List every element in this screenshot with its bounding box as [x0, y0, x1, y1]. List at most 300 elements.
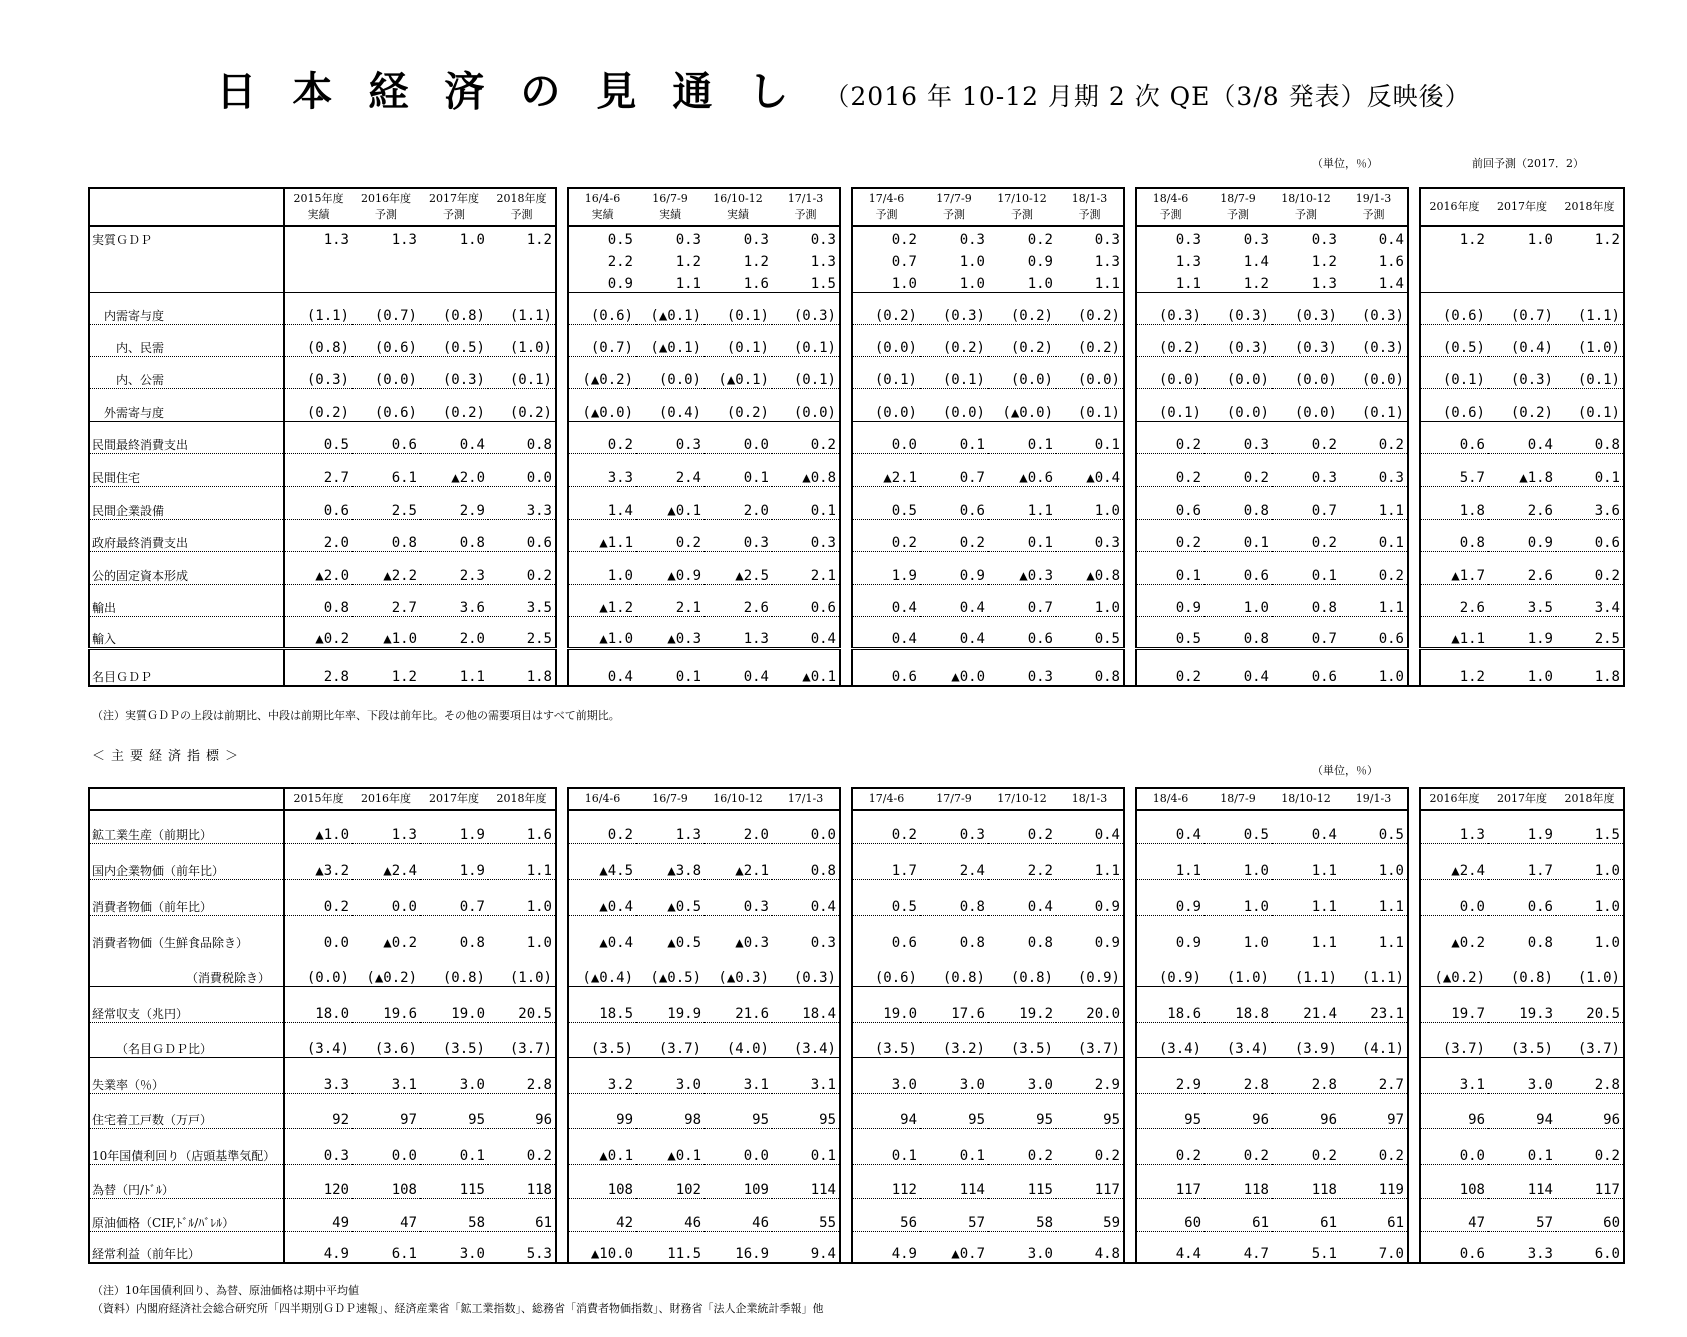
group-gap: [1408, 1198, 1420, 1231]
table-cell: 2.7: [1340, 1057, 1408, 1093]
table-cell: (0.0): [352, 356, 420, 388]
table-cell: 0.3: [1056, 226, 1124, 248]
group-gap: [556, 1231, 568, 1263]
table-cell: (0.2): [1136, 324, 1204, 356]
table-cell: (0.8): [420, 951, 488, 986]
table-row: [89, 915, 1624, 951]
group-gap: [1408, 648, 1420, 686]
table-cell: (0.4): [1488, 324, 1556, 356]
row-label: 輸入: [89, 616, 284, 648]
column-header: 17/10-12 予測: [988, 188, 1056, 226]
table-cell: ▲0.8: [1056, 551, 1124, 584]
table-cell: 94: [852, 1093, 920, 1128]
table-cell: 1.9: [1488, 810, 1556, 843]
group-gap: [840, 188, 852, 226]
table-row: [89, 1198, 1624, 1231]
group-gap: [840, 616, 852, 648]
table-cell: (▲0.0): [568, 388, 636, 421]
table-cell: 20.0: [1056, 986, 1124, 1022]
table-cell: ▲0.0: [920, 648, 988, 686]
table-cell: ▲1.8: [1488, 453, 1556, 486]
table-cell: (0.3): [1272, 324, 1340, 356]
table-cell: 1.2: [1556, 226, 1624, 248]
table-cell: ▲1.1: [1420, 616, 1488, 648]
table-cell: (▲0.0): [988, 388, 1056, 421]
table-cell: (0.6): [852, 951, 920, 986]
table-cell: 5.1: [1272, 1231, 1340, 1263]
table-row: [89, 453, 1624, 486]
group-gap: [1124, 915, 1136, 951]
table-cell: 0.0: [1420, 1128, 1488, 1164]
table-cell: 0.0: [488, 453, 556, 486]
table-cell: ▲0.3: [636, 616, 704, 648]
column-header: 16/10-12: [704, 788, 772, 810]
table-cell: (3.6): [352, 1022, 420, 1057]
header-label-cell: [89, 788, 284, 810]
column-header: 18/10-12: [1272, 788, 1340, 810]
table-cell: 0.7: [1272, 616, 1340, 648]
table-cell: 1.8: [488, 648, 556, 686]
table-cell: (0.1): [772, 356, 840, 388]
table-cell: 4.4: [1136, 1231, 1204, 1263]
table-cell: 2.9: [1056, 1057, 1124, 1093]
table-cell: 0.1: [988, 421, 1056, 453]
group-gap: [840, 648, 852, 686]
table-cell: 2.8: [488, 1057, 556, 1093]
table-cell: (0.1): [704, 324, 772, 356]
table-cell: 0.6: [1488, 879, 1556, 915]
table-cell: 23.1: [1340, 986, 1408, 1022]
table-cell: 1.0: [852, 270, 920, 292]
table-cell: 1.3: [636, 810, 704, 843]
table-cell: 1.0: [1056, 584, 1124, 616]
table-cell: 18.8: [1204, 986, 1272, 1022]
group-gap: [840, 356, 852, 388]
row-label: 内、公需: [89, 356, 284, 388]
table-cell: 3.3: [568, 453, 636, 486]
table-cell: 0.2: [852, 519, 920, 551]
group-gap: [556, 1022, 568, 1057]
table-cell: 3.3: [284, 1057, 352, 1093]
table-cell: 119: [1340, 1164, 1408, 1198]
table-cell: [488, 248, 556, 270]
table-cell: (0.3): [772, 292, 840, 324]
table-cell: 0.2: [1136, 648, 1204, 686]
table-cell: (0.0): [284, 951, 352, 986]
table-cell: 1.6: [704, 270, 772, 292]
table-cell: 0.4: [1272, 810, 1340, 843]
table-cell: 0.9: [1136, 915, 1204, 951]
group-gap: [1124, 551, 1136, 584]
table-cell: 3.5: [488, 584, 556, 616]
header-label-cell: [89, 188, 284, 226]
table-cell: 0.8: [1204, 486, 1272, 519]
row-label: 経常利益（前年比）: [89, 1231, 284, 1263]
column-header: 2017年度: [420, 788, 488, 810]
table-cell: 21.4: [1272, 986, 1340, 1022]
table-cell: 0.6: [852, 915, 920, 951]
table-cell: (3.7): [488, 1022, 556, 1057]
table-cell: 96: [1556, 1093, 1624, 1128]
group-gap: [1408, 292, 1420, 324]
table-cell: 0.4: [568, 648, 636, 686]
table-cell: 2.0: [284, 519, 352, 551]
group-gap: [1124, 843, 1136, 879]
row-label: 名目ＧＤＰ: [89, 648, 284, 686]
table-cell: 21.6: [704, 986, 772, 1022]
table-row: [89, 879, 1624, 915]
table-cell: 0.3: [704, 519, 772, 551]
column-header: 17/7-9: [920, 788, 988, 810]
group-gap: [556, 584, 568, 616]
table-cell: 0.3: [284, 1128, 352, 1164]
group-gap: [1124, 292, 1136, 324]
table-cell: 0.6: [488, 519, 556, 551]
column-header: 2016年度: [1420, 188, 1488, 226]
table-row: [89, 519, 1624, 551]
table-cell: 49: [284, 1198, 352, 1231]
table-cell: 1.2: [352, 648, 420, 686]
table-cell: 1.7: [1488, 843, 1556, 879]
table-cell: 0.5: [1136, 616, 1204, 648]
table-cell: 0.5: [852, 879, 920, 915]
table-cell: 108: [568, 1164, 636, 1198]
table-cell: 0.1: [1204, 519, 1272, 551]
table-row: [89, 584, 1624, 616]
table-cell: 0.7: [852, 248, 920, 270]
table-cell: 0.2: [1136, 421, 1204, 453]
group-gap: [556, 292, 568, 324]
table-cell: 59: [1056, 1198, 1124, 1231]
table-cell: 0.6: [1340, 616, 1408, 648]
table-cell: 0.9: [568, 270, 636, 292]
table-cell: (0.0): [988, 356, 1056, 388]
table-cell: 0.2: [920, 519, 988, 551]
group-gap: [1408, 1093, 1420, 1128]
group-gap: [1124, 421, 1136, 453]
table-cell: 0.7: [420, 879, 488, 915]
table-cell: 0.2: [1056, 1128, 1124, 1164]
table-cell: 0.3: [704, 879, 772, 915]
table-row: [89, 616, 1624, 648]
table-cell: 120: [284, 1164, 352, 1198]
table-cell: 58: [420, 1198, 488, 1231]
group-gap: [1408, 188, 1420, 226]
table-cell: (3.5): [1488, 1022, 1556, 1057]
column-header: 18/7-9: [1204, 788, 1272, 810]
table-cell: 0.8: [284, 584, 352, 616]
table-cell: 0.3: [1204, 421, 1272, 453]
table-cell: 1.1: [1136, 270, 1204, 292]
table-cell: (0.6): [352, 388, 420, 421]
table-cell: 1.3: [352, 810, 420, 843]
table-cell: [488, 270, 556, 292]
table-cell: 0.7: [920, 453, 988, 486]
table-cell: 1.1: [488, 843, 556, 879]
table-cell: 0.1: [1340, 519, 1408, 551]
table-cell: (0.3): [1272, 292, 1340, 324]
table-cell: 47: [352, 1198, 420, 1231]
column-header: 18/1-3: [1056, 788, 1124, 810]
table-cell: 0.1: [636, 648, 704, 686]
group-gap: [1408, 1057, 1420, 1093]
table-cell: (3.7): [1056, 1022, 1124, 1057]
column-header: 2016年度: [1420, 788, 1488, 810]
table-cell: 2.1: [772, 551, 840, 584]
group-gap: [1408, 453, 1420, 486]
table-cell: ▲0.9: [636, 551, 704, 584]
table-cell: (0.5): [1420, 324, 1488, 356]
group-gap: [840, 551, 852, 584]
table-cell: (3.7): [1420, 1022, 1488, 1057]
table-cell: ▲2.0: [284, 551, 352, 584]
table-cell: 0.3: [1272, 453, 1340, 486]
row-label: 民間企業設備: [89, 486, 284, 519]
table-cell: 118: [488, 1164, 556, 1198]
table-cell: 0.8: [1556, 421, 1624, 453]
table-cell: 11.5: [636, 1231, 704, 1263]
group-gap: [1124, 188, 1136, 226]
table-cell: (0.1): [1420, 356, 1488, 388]
table-cell: (0.0): [636, 356, 704, 388]
group-gap: [1124, 1198, 1136, 1231]
table-cell: 1.5: [772, 270, 840, 292]
table-cell: 2.2: [568, 248, 636, 270]
table-cell: 95: [1136, 1093, 1204, 1128]
table-cell: 92: [284, 1093, 352, 1128]
table-cell: 114: [772, 1164, 840, 1198]
table-cell: (0.1): [704, 292, 772, 324]
group-gap: [840, 810, 852, 843]
table-cell: ▲0.5: [667, 935, 701, 951]
table-cell: 58: [988, 1198, 1056, 1231]
title-sub: （2016 年 10-12 月期 2 次 QE（3/8 発表）反映後）: [824, 82, 1471, 111]
table-cell: 1.1: [1340, 584, 1408, 616]
table-cell: 19.9: [636, 986, 704, 1022]
column-header: 2015年度 実績: [284, 188, 352, 226]
table-cell: 1.0: [1204, 584, 1272, 616]
table-cell: 61: [1340, 1198, 1408, 1231]
table-cell: 0.8: [1272, 584, 1340, 616]
table-cell: 0.3: [636, 421, 704, 453]
column-header: 17/7-9 予測: [920, 188, 988, 226]
table-cell: 3.0: [420, 1057, 488, 1093]
table-cell: ▲1.0: [284, 810, 352, 843]
table-cell: 2.0: [420, 616, 488, 648]
table-cell: 0.8: [459, 935, 485, 951]
group-gap: [556, 1128, 568, 1164]
table-cell: 94: [1488, 1093, 1556, 1128]
table-cell: 1.3: [1272, 270, 1340, 292]
table-cell: 3.0: [988, 1231, 1056, 1263]
table-cell: (0.1): [772, 324, 840, 356]
table-cell: 0.8: [959, 935, 985, 951]
group-gap: [1408, 843, 1420, 879]
group-gap: [1408, 584, 1420, 616]
table-cell: (1.1): [284, 292, 352, 324]
group-gap: [840, 421, 852, 453]
group-gap: [556, 421, 568, 453]
group-gap: [1408, 788, 1420, 810]
table-cell: 1.3: [1136, 248, 1204, 270]
table-cell: 16.9: [704, 1231, 772, 1263]
table-cell: (1.0): [1556, 324, 1624, 356]
table-cell: 0.9: [920, 551, 988, 584]
table-cell: 115: [420, 1164, 488, 1198]
table-cell: 1.0: [459, 232, 485, 248]
table-cell: 0.3: [1056, 519, 1124, 551]
row-label: 国内企業物価（前年比）: [89, 843, 284, 879]
column-header: 2017年度 予測: [420, 188, 488, 226]
table-cell: 0.5: [568, 226, 636, 248]
table-cell: 57: [920, 1198, 988, 1231]
table-cell: 1.2: [675, 254, 701, 270]
table-cell: ▲0.1: [636, 1128, 704, 1164]
table-cell: 0.2: [1340, 421, 1408, 453]
column-header: 16/4-6 実績: [568, 188, 636, 226]
table-cell: 60: [1136, 1198, 1204, 1231]
table-cell: 61: [488, 1198, 556, 1231]
group-gap: [840, 486, 852, 519]
group-gap: [1408, 1231, 1420, 1263]
table-cell: 18.0: [284, 986, 352, 1022]
table-cell: 0.8: [488, 421, 556, 453]
table-cell: 19.6: [352, 986, 420, 1022]
table-cell: 46: [636, 1198, 704, 1231]
group-gap: [556, 453, 568, 486]
group-gap: [1408, 226, 1420, 248]
table-cell: 6.1: [352, 453, 420, 486]
table-cell: 20.5: [1556, 986, 1624, 1022]
group-gap: [1124, 1231, 1136, 1263]
table-cell: 1.6: [488, 810, 556, 843]
table-cell: 4.9: [284, 1231, 352, 1263]
table-cell: 1.4: [568, 486, 636, 519]
table-cell: 1.1: [1056, 270, 1124, 292]
table-cell: (0.8): [1488, 951, 1556, 986]
group-gap: [556, 843, 568, 879]
row-label: 輸出: [89, 584, 284, 616]
table-row: [89, 1128, 1624, 1164]
table-cell: (1.1): [1556, 292, 1624, 324]
table-cell: 3.0: [920, 1057, 988, 1093]
table-cell: [420, 270, 488, 292]
table-cell: 1.1: [636, 270, 704, 292]
table-cell: 0.0: [352, 1128, 420, 1164]
table-cell: 97: [1340, 1093, 1408, 1128]
group-gap: [556, 788, 568, 810]
group-gap: [556, 1198, 568, 1231]
table-cell: 1.4: [1243, 254, 1269, 270]
table-cell: (3.4): [1136, 1022, 1204, 1057]
table-cell: 0.2: [1204, 453, 1272, 486]
table-cell: 0.1: [1056, 421, 1124, 453]
table-cell: 0.6: [284, 486, 352, 519]
table-cell: 1.6: [1340, 248, 1408, 270]
table-cell: 98: [636, 1093, 704, 1128]
table-row: [89, 226, 1624, 248]
table-cell: 0.1: [852, 1128, 920, 1164]
table-cell: 95: [420, 1093, 488, 1128]
table-cell: ▲2.2: [352, 551, 420, 584]
table-cell: (3.7): [636, 1022, 704, 1057]
row-label: 消費者物価（前年比）: [89, 879, 284, 915]
table-cell: (▲0.2): [352, 951, 420, 986]
table-cell: 4.7: [1204, 1231, 1272, 1263]
table-cell: 1.8: [1556, 648, 1624, 686]
table-cell: ▲0.1: [772, 648, 840, 686]
table-cell: 6.0: [1556, 1231, 1624, 1263]
group-gap: [1124, 584, 1136, 616]
table-cell: 1.1: [1340, 486, 1408, 519]
page-title: [0, 60, 1687, 117]
table-cell: 0.4: [1488, 421, 1556, 453]
table-cell: 0.4: [1340, 226, 1408, 248]
group-gap: [1408, 356, 1420, 388]
table-cell: 0.5: [1340, 810, 1408, 843]
table-cell: 0.3: [1311, 232, 1337, 248]
table-cell: (0.3): [772, 951, 840, 986]
table-cell: (0.1): [1136, 388, 1204, 421]
group-gap: [1124, 1128, 1136, 1164]
table-cell: 0.3: [920, 810, 988, 843]
table-cell: (3.4): [1204, 1022, 1272, 1057]
row-label: 住宅着工戸数（万戸）: [89, 1093, 284, 1128]
group-gap: [1408, 915, 1420, 951]
table-cell: ▲0.2: [284, 616, 352, 648]
table-row: [89, 1057, 1624, 1093]
table-cell: 56: [852, 1198, 920, 1231]
table-cell: 1.3: [284, 226, 352, 248]
table-cell: 0.6: [1420, 1231, 1488, 1263]
table-cell: ▲0.4: [568, 915, 636, 951]
group-gap: [1124, 324, 1136, 356]
table-cell: (0.3): [420, 356, 488, 388]
table-cell: 108: [1420, 1164, 1488, 1198]
table-cell: 0.1: [772, 1128, 840, 1164]
group-gap: [1124, 226, 1136, 248]
table-cell: (0.6): [568, 292, 636, 324]
table-cell: 3.0: [420, 1231, 488, 1263]
group-gap: [556, 188, 568, 226]
table-cell: [1556, 248, 1624, 270]
table-cell: [1556, 270, 1624, 292]
table-row: [89, 324, 1624, 356]
table-cell: 0.2: [1272, 1128, 1340, 1164]
table-cell: ▲1.0: [352, 616, 420, 648]
table-cell: ▲2.4: [352, 843, 420, 879]
column-header: 16/4-6: [568, 788, 636, 810]
table-cell: 3.1: [772, 1057, 840, 1093]
table-cell: (0.1): [920, 356, 988, 388]
table-cell: (0.0): [852, 388, 920, 421]
table-cell: ▲0.6: [988, 453, 1056, 486]
table-cell: 19.0: [852, 986, 920, 1022]
table-row: [89, 951, 1624, 986]
column-header: 18/7-9 予測: [1204, 188, 1272, 226]
table-cell: 96: [1204, 1093, 1272, 1128]
table-cell: (0.3): [1488, 356, 1556, 388]
table-cell: (0.1): [852, 356, 920, 388]
table-cell: 20.5: [488, 986, 556, 1022]
column-header: 2018年度: [1556, 188, 1624, 226]
title-main: 日本経済の見通し: [216, 68, 825, 115]
table-cell: (0.0): [852, 324, 920, 356]
group-gap: [840, 951, 852, 986]
section-heading-indicators: ＜主要経済指標＞: [92, 749, 245, 764]
table-cell: 0.2: [1556, 551, 1624, 584]
table-cell: 0.3: [1136, 226, 1204, 248]
